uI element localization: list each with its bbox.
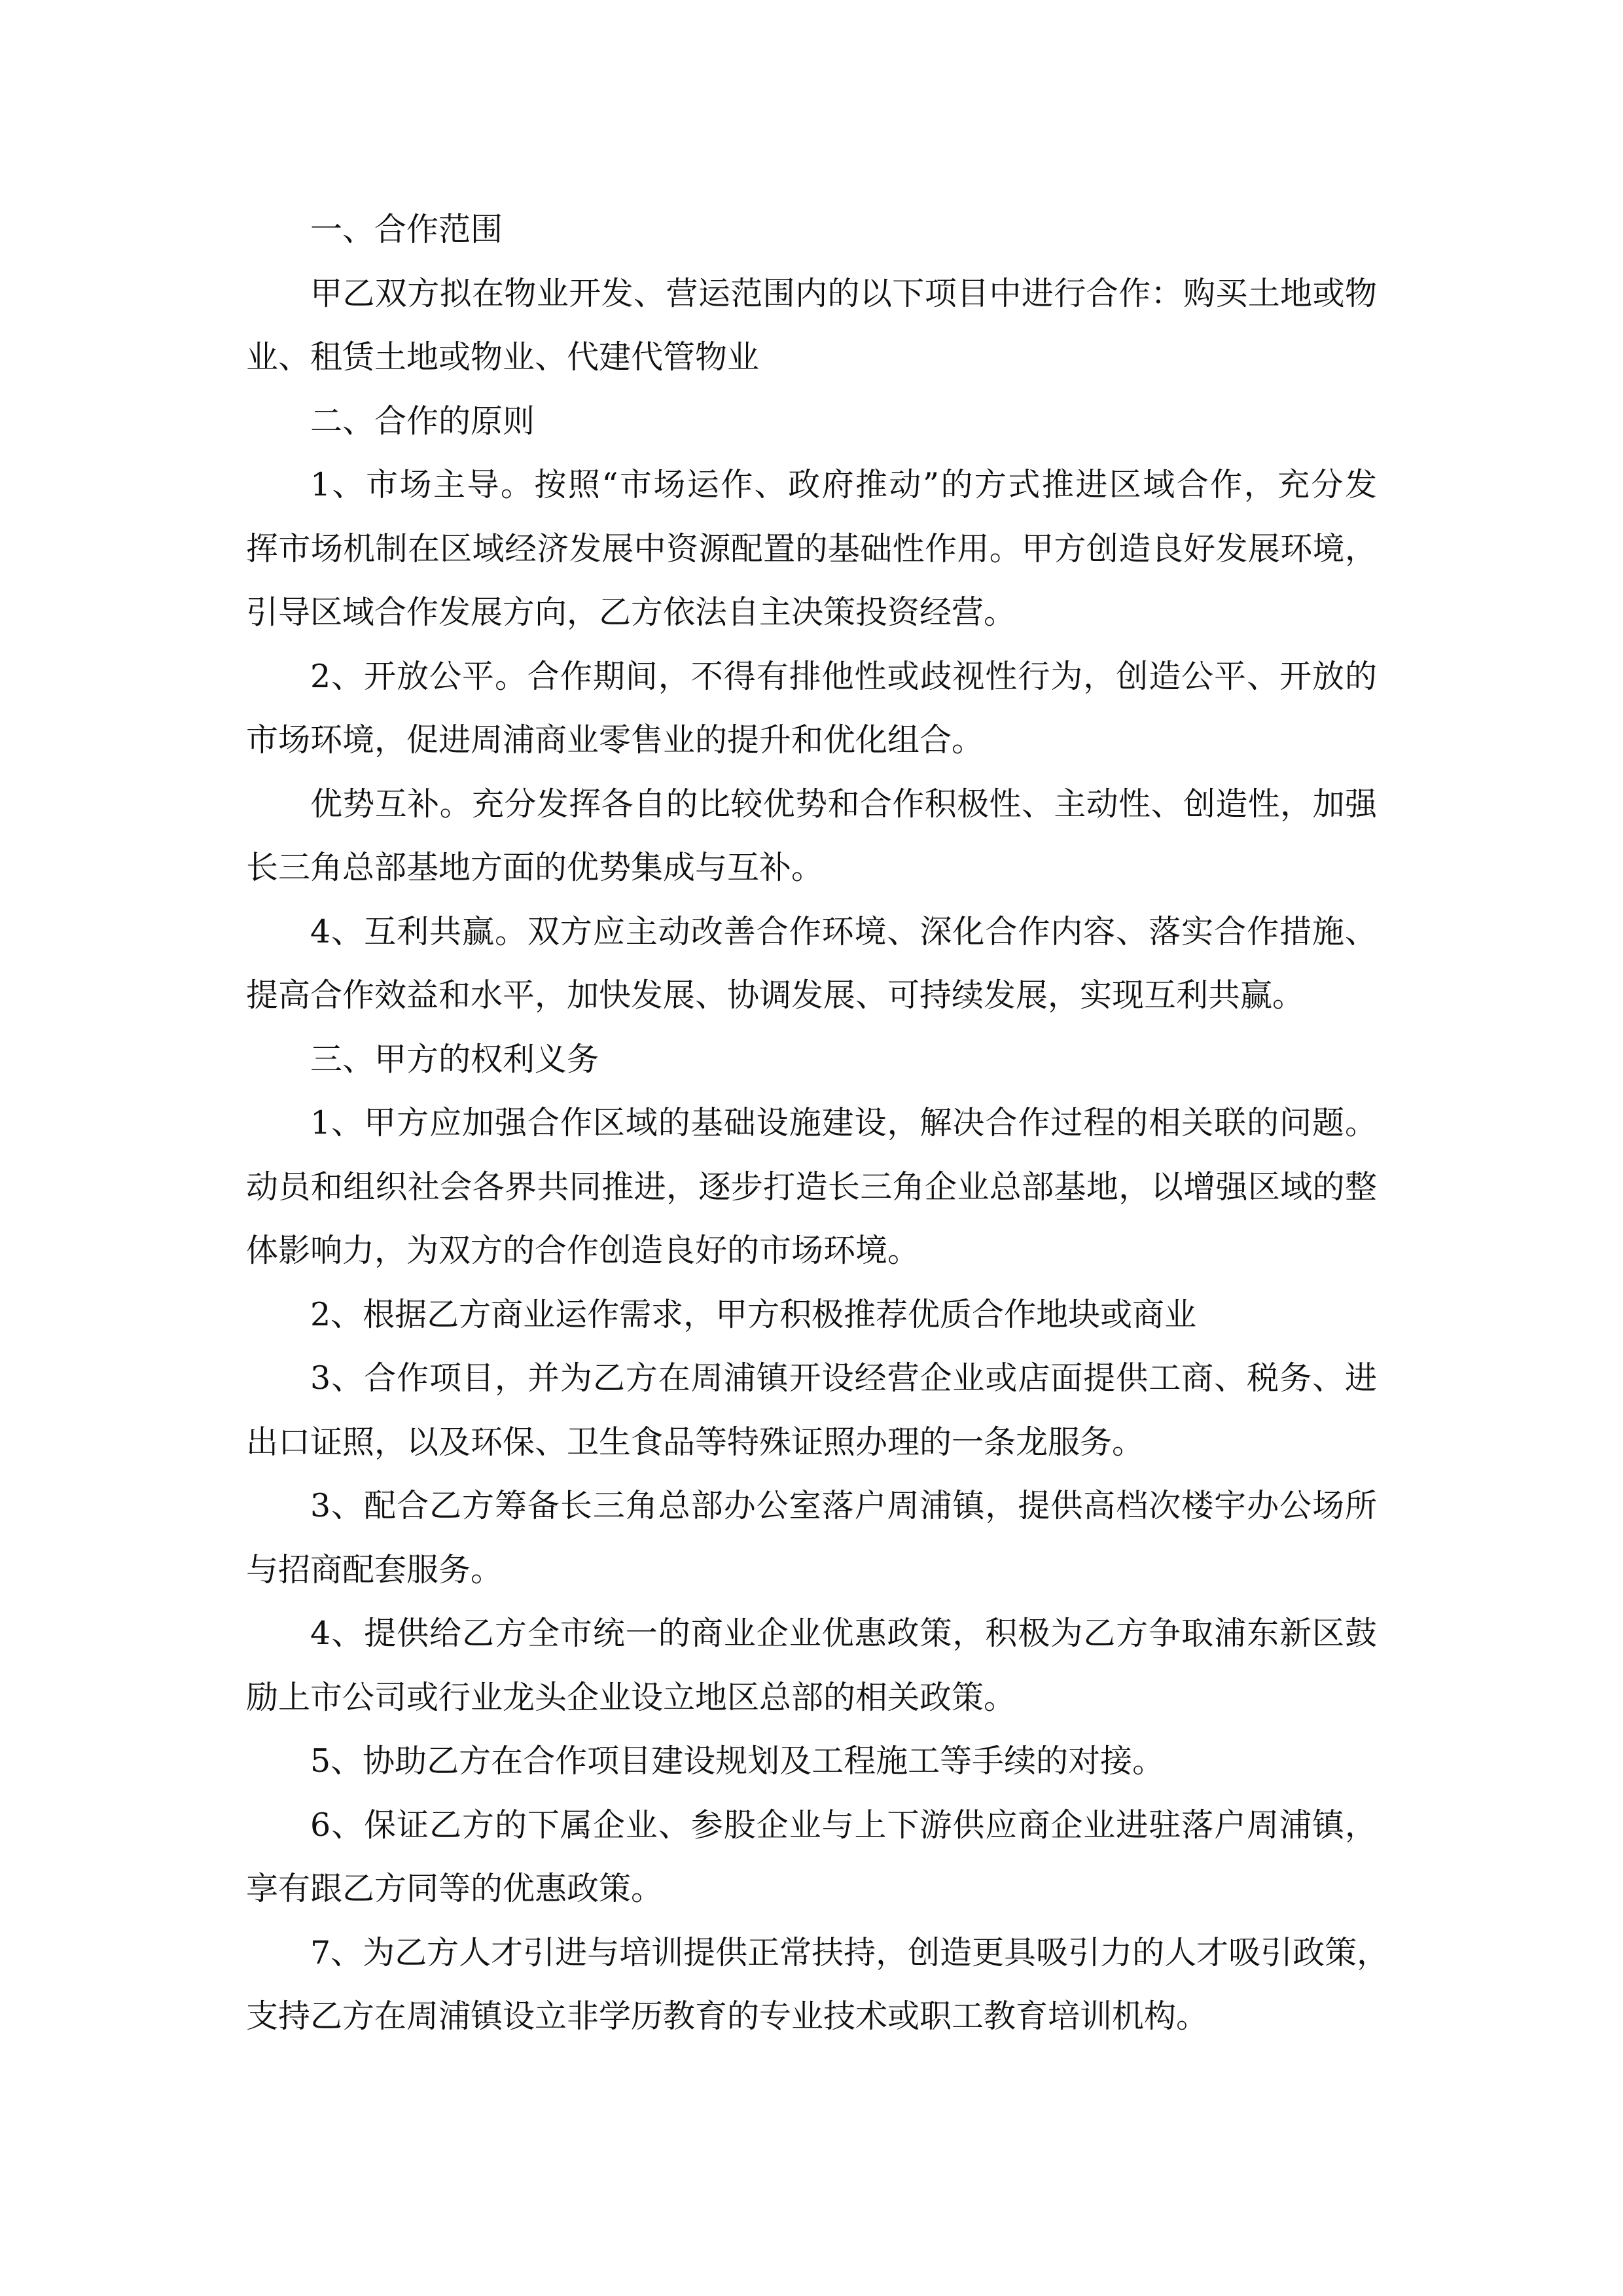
- paragraph: [246, 1602, 1377, 1729]
- paragraph: [246, 1028, 1377, 1092]
- paragraph-first-line: 4、提供给乙方全市统一的商业企业优惠政策，积极为乙方争取浦东新区鼓: [310, 1615, 1377, 1652]
- paragraph-first-line: 7、为乙方人才引进与培训提供正常扶持，创造更具吸引力的人才吸引政策，: [310, 1933, 1389, 1971]
- paragraph: [246, 1091, 1377, 1283]
- paragraph: [246, 453, 1377, 645]
- paragraph-line: 支持乙方在周浦镇设立非学历教育的专业技术或职工教育培训机构。: [246, 1998, 1209, 2035]
- paragraph: [246, 262, 1377, 389]
- paragraph-first-line: 优势互补。充分发挥各自的比较优势和合作积极性、主动性、创造性，加强: [310, 785, 1377, 823]
- paragraph-line: 长三角总部基地方面的优势集成与互补。: [246, 849, 824, 886]
- paragraph-line: 业、租赁土地或物业、代建代管物业: [246, 338, 760, 376]
- paragraph-line: 享有跟乙方同等的优惠政策。: [246, 1870, 664, 1907]
- paragraph: [246, 772, 1377, 900]
- paragraph: [246, 1346, 1377, 1474]
- paragraph-first-line: 6、保证乙方的下属企业、参股企业与上下游供应商企业进驻落户周浦镇，: [310, 1806, 1377, 1844]
- paragraph-first-line: 5、协助乙方在合作项目建设规划及工程施工等手续的对接。: [310, 1742, 1165, 1780]
- paragraph-line: 挥市场机制在区域经济发展中资源配置的基础性作用。甲方创造良好发展环境，: [246, 529, 1377, 567]
- paragraph-line: 提高合作效益和水平，加快发展、协调发展、可持续发展，实现互利共赢。: [246, 977, 1305, 1014]
- paragraph: [246, 645, 1377, 772]
- paragraph: [246, 1921, 1389, 2049]
- paragraph-line: 动员和组织社会各界共同推进，逐步打造长三角企业总部基地，以增强区域的整: [246, 1168, 1377, 1206]
- document-body: [246, 198, 1389, 2049]
- paragraph-line: 引导区域合作发展方向，乙方依法自主决策投资经营。: [246, 594, 1016, 631]
- paragraph: [246, 1729, 1377, 1793]
- paragraph-first-line: 2、根据乙方商业运作需求，甲方积极推荐优质合作地块或商业: [310, 1295, 1197, 1333]
- paragraph-first-line: 3、合作项目，并为乙方在周浦镇开设经营企业或店面提供工商、税务、进: [310, 1359, 1377, 1397]
- paragraph-first-line: 1、甲方应加强合作区域的基础设施建设，解决合作过程的相关联的问题。: [310, 1104, 1377, 1141]
- paragraph-line: 体影响力，为双方的合作创造良好的市场环境。: [246, 1232, 920, 1269]
- paragraph: [246, 1474, 1377, 1602]
- paragraph: [246, 1793, 1377, 1921]
- paragraph-first-line: 一、合作范围: [310, 211, 503, 248]
- paragraph-line: 励上市公司或行业龙头企业设立地区总部的相关政策。: [246, 1678, 1016, 1716]
- paragraph-first-line: 2、开放公平。合作期间，不得有排他性或歧视性行为，创造公平、开放的: [310, 657, 1377, 695]
- paragraph-line: 市场环境，促进周浦商业零售业的提升和优化组合。: [246, 721, 984, 759]
- paragraph: [246, 1283, 1377, 1347]
- paragraph-line: 与招商配套服务。: [246, 1551, 503, 1588]
- paragraph-first-line: 三、甲方的权利义务: [310, 1040, 599, 1078]
- paragraph: [246, 198, 1377, 262]
- paragraph-line: 出口证照，以及环保、卫生食品等特殊证照办理的一条龙服务。: [246, 1423, 1145, 1461]
- paragraph-first-line: 二、合作的原则: [310, 402, 535, 440]
- paragraph: [246, 900, 1377, 1028]
- paragraph-first-line: 甲乙双方拟在物业开发、营运范围内的以下项目中进行合作：购买土地或物: [310, 274, 1377, 312]
- paragraph-first-line: 3、配合乙方筹备长三角总部办公室落户周浦镇，提供高档次楼宇办公场所: [310, 1487, 1377, 1524]
- paragraph-first-line: 1、市场主导。按照“市场运作、政府推动”的方式推进区域合作，充分发: [310, 466, 1377, 503]
- paragraph: [246, 389, 1377, 454]
- paragraph-first-line: 4、互利共赢。双方应主动改善合作环境、深化合作内容、落实合作措施、: [310, 912, 1377, 950]
